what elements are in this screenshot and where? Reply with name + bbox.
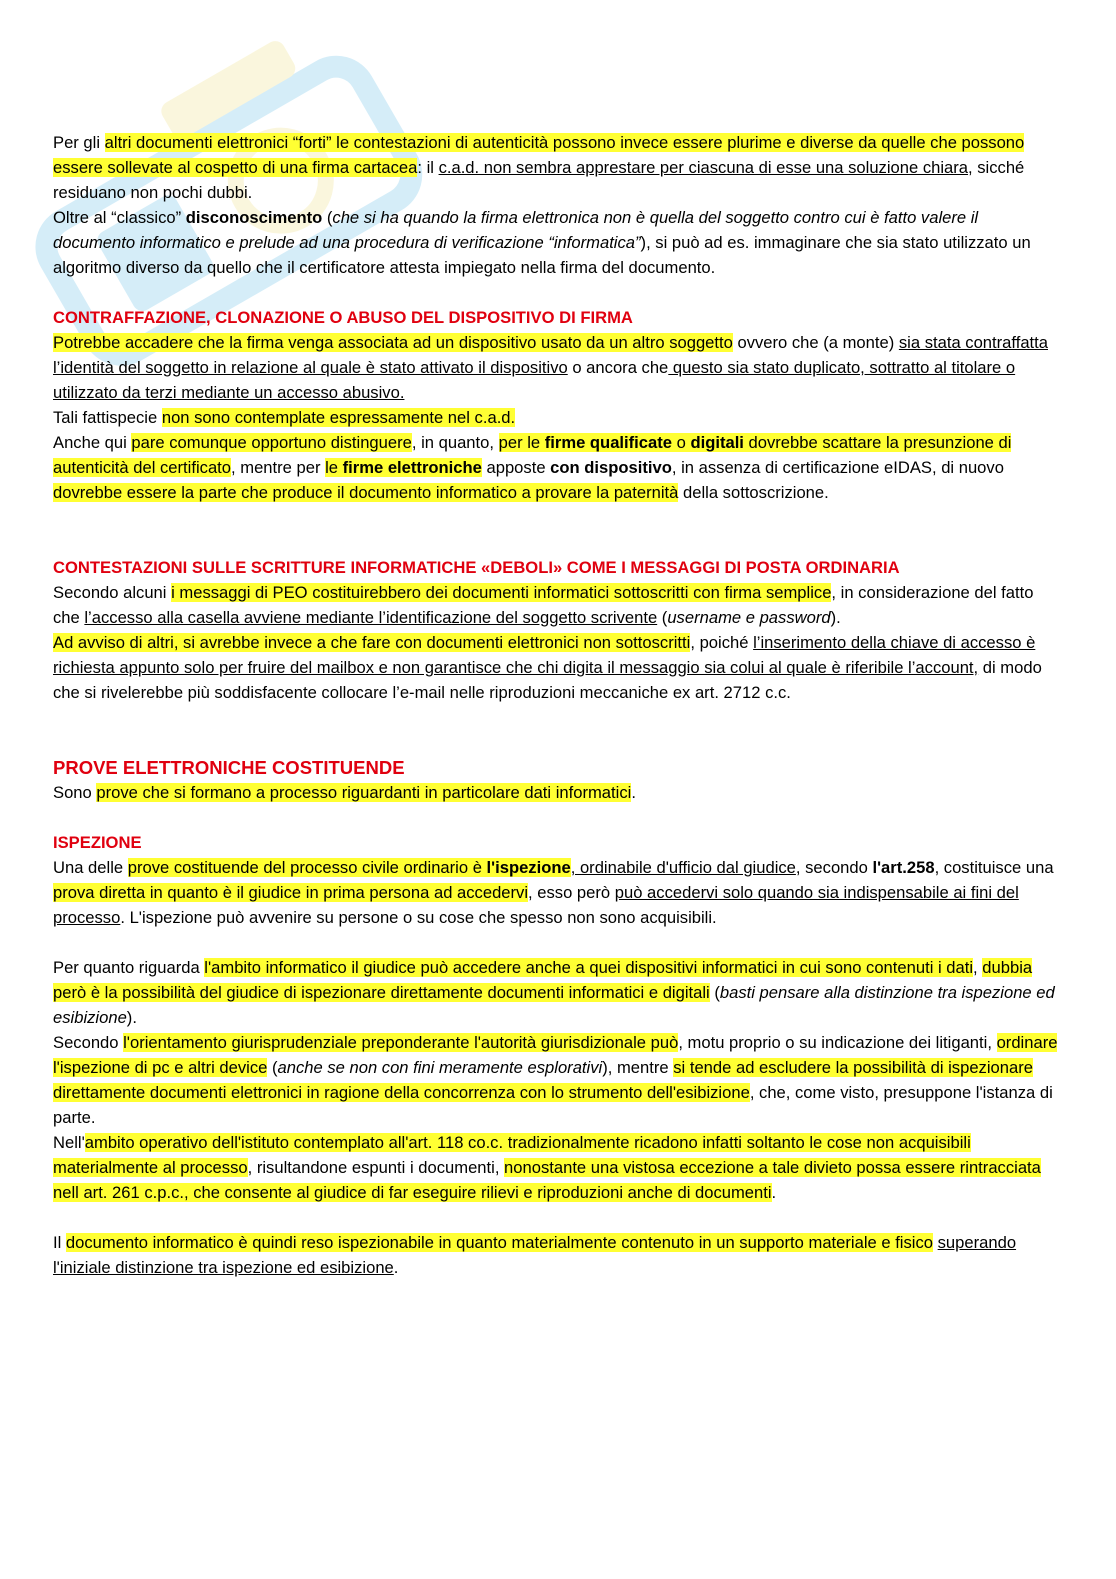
section-heading-prove-costituende: PROVE ELETTRONICHE COSTITUENDE	[53, 757, 405, 778]
intro-paragraph-1: Per gli altri documenti elettronici “forti” le contestazioni di autenticità possono invece essere plurime e diverse da quelle che possono essere sollevate al cospetto di una firma cartacea: il c.a.d. non sembra apprestare per ciascuna di esse una soluzione chiara, sicché residuano non pochi dubbi.	[53, 133, 1025, 202]
section4-paragraph-4: Nell'ambito operativo dell'istituto contemplato all'art. 118 co.c. tradizionalmente ricadono infatti soltanto le cose non acquisibili materialmente al processo, risultandone espunti i documenti, nonostante una vistosa eccezione a tale divieto possa essere rintracciata nell art. 261 c.p.c., che consente al giudice di far eseguire rilievi e riproduzioni anche di documenti.	[53, 1133, 1041, 1202]
section-heading-contestazioni: CONTESTAZIONI SULLE SCRITTURE INFORMATICHE «DEBOLI» COME I MESSAGGI DI POSTA ORDINARIA	[53, 558, 900, 577]
section1-paragraph-3: Anche qui pare comunque opportuno distinguere, in quanto, per le firme qualificate o digitali dovrebbe scattare la presunzione di autenticità del certificato, mentre per le firme elettroniche apposte con dispositivo, in assenza di certificazione eIDAS, di nuovo dovrebbe essere la parte che produce il documento informatico a provare la paternità della sottoscrizione.	[53, 433, 1012, 502]
section4-paragraph-2: Per quanto riguarda l'ambito informatico il giudice può accedere anche a quei dispositivi informatici in cui sono contenuti i dati, dubbia però è la possibilità del giudice di ispezionare direttamente documenti informatici e digitali (basti pensare alla distinzione tra ispezione ed esibizione).	[53, 958, 1055, 1027]
section-heading-ispezione: ISPEZIONE	[53, 833, 142, 852]
section2-paragraph-2: Ad avviso di altri, si avrebbe invece a che fare con documenti elettronici non sottoscritti, poiché l’inserimento della chiave di accesso è richiesta appunto solo per fruire del mailbox e non garantisce che chi digita il messaggio sia colui al quale è riferibile l’account, di modo che si rivelerebbe più soddisfacente collocare l’e-mail nelle riproduzioni meccaniche ex art. 2712 c.c.	[53, 633, 1042, 702]
section2-paragraph-1: Secondo alcuni i messaggi di PEO costituirebbero dei documenti informatici sottoscritti con firma semplice, in considerazione del fatto che l’accesso alla casella avviene mediante l’identificazione del soggetto scrivente (username e password).	[53, 583, 1034, 627]
section4-paragraph-1: Una delle prove costituende del processo civile ordinario è l'ispezione, ordinabile d'ufficio dal giudice, secondo l'art.258, costituisce una prova diretta in quanto è il giudice in prima persona ad accedervi, esso però può accedervi solo quando sia indispensabile ai fini del processo. L'ispezione può avvenire su persone o su cose che spesso non sono acquisibili.	[53, 858, 1054, 927]
section3-paragraph-1: Sono prove che si formano a processo riguardanti in particolare dati informatici.	[53, 783, 636, 802]
section1-paragraph-1: Potrebbe accadere che la firma venga associata ad un dispositivo usato da un altro soggetto ovvero che (a monte) sia stata contraffatta l’identità del soggetto in relazione al quale è stato attivato il dispositivo o ancora che questo sia stato duplicato, sottratto al titolare o utilizzato da terzi mediante un accesso abusivo.	[53, 333, 1048, 402]
intro-paragraph-2: Oltre al “classico” disconoscimento (che si ha quando la firma elettronica non è quella del soggetto contro cui è fatto valere il documento informatico e prelude ad una procedura di verificazione “informatica”), si può ad es. immaginare che sia stato utilizzato un algoritmo diverso da quello che il certificatore attesta impiegato nella firma del documento.	[53, 208, 1031, 277]
section1-paragraph-2: Tali fattispecie non sono contemplate espressamente nel c.a.d.	[53, 408, 516, 427]
section4-paragraph-3: Secondo l'orientamento giurisprudenziale preponderante l'autorità giurisdizionale può, motu proprio o su indicazione dei litiganti, ordinare l'ispezione di pc e altri device (anche se non con fini meramente esplorativi), mentre si tende ad escludere la possibilità di ispezionare direttamente documenti elettronici in ragione della concorrenza con lo strumento dell'esibizione, che, come visto, presuppone l'istanza di parte.	[53, 1033, 1058, 1127]
document-page	[53, 130, 1063, 1280]
section-heading-contraffazione: CONTRAFFAZIONE, CLONAZIONE O ABUSO DEL DISPOSITIVO DI FIRMA	[53, 308, 633, 327]
section4-paragraph-5: Il documento informatico è quindi reso ispezionabile in quanto materialmente contenuto in un supporto materiale e fisico superando l'iniziale distinzione tra ispezione ed esibizione.	[53, 1233, 1017, 1277]
